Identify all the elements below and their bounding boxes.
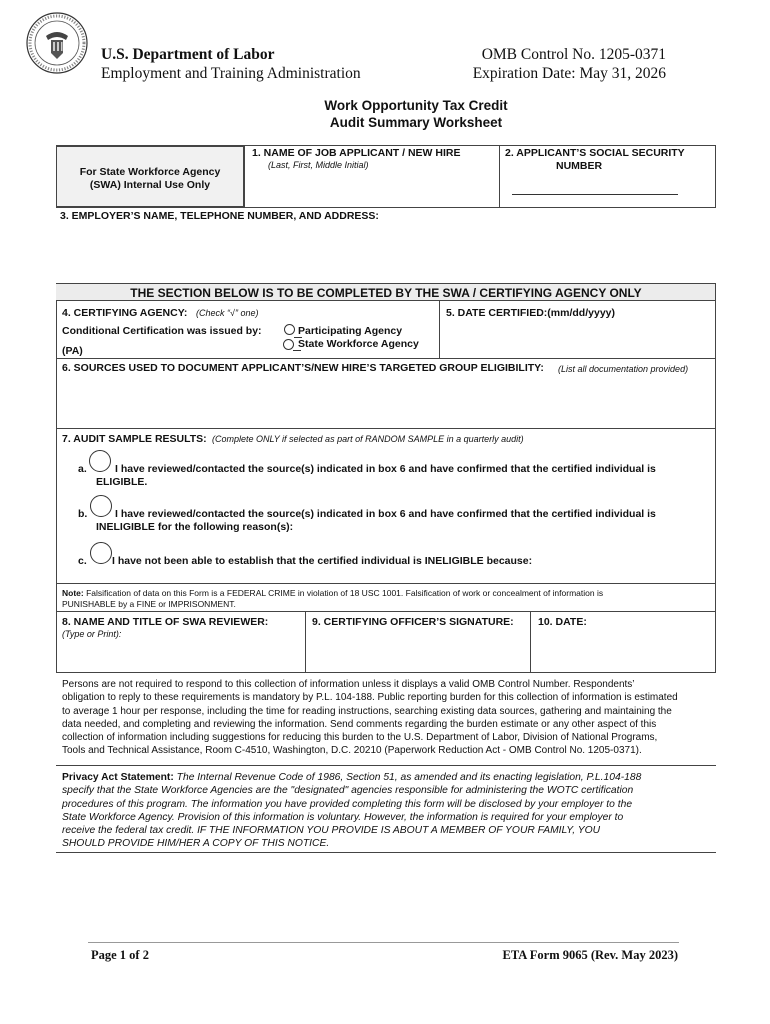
- state-workforce-agency-radio[interactable]: [283, 339, 294, 350]
- option-a-letter: a.: [78, 463, 87, 475]
- form-title: Work Opportunity Tax Credit: [324, 98, 508, 113]
- option-a-text-1: I have reviewed/contacted the source(s) indicated in box 6 and have confirmed that the certified individual is: [115, 463, 656, 475]
- box1-hint: (Last, First, Middle Initial): [268, 160, 369, 170]
- agency-name: Employment and Training Administration: [101, 65, 361, 82]
- privacy-line: specify that the State Workforce Agencies are the "designated" agencies responsible for administering the WOTC certification: [62, 785, 634, 797]
- reviewer-name-field[interactable]: [58, 641, 303, 670]
- burden-line: collection of information including suggestions for reducing this burden to the U.S. Department of Labor, Division of National Programs,: [62, 732, 658, 744]
- footer-rule: [88, 942, 679, 943]
- dol-seal-logo: [26, 12, 88, 74]
- box6-hint: (List all documentation provided): [558, 364, 689, 374]
- option-c-radio[interactable]: [90, 542, 112, 564]
- conditional-cert-label: Conditional Certification was issued by:: [62, 325, 262, 337]
- burden-line: obligation to reply to these requirements is mandatory by P.L. 104-188. Public reporting burden for this collection of information is estimated: [62, 692, 678, 704]
- note-text-2: PUNISHABLE by a FINE or IMPRISONMENT.: [62, 599, 236, 609]
- privacy-line: Privacy Act Statement: The Internal Revenue Code of 1986, Section 51, as amended and its enacting legislation, P.L.104-188: [62, 772, 642, 783]
- option-b-text-2: INELIGIBLE for the following reason(s):: [96, 521, 294, 533]
- ssn-underline: [512, 194, 678, 195]
- box8-hint: (Type or Print):: [62, 629, 122, 639]
- box7-label: 7. AUDIT SAMPLE RESULTS:: [62, 433, 207, 445]
- officer-signature-field[interactable]: [308, 630, 528, 670]
- option-b-radio[interactable]: [90, 495, 112, 517]
- box6-label: 6. SOURCES USED TO DOCUMENT APPLICANT’S/NEW HIRE’S TARGETED GROUP ELIGIBILITY:: [62, 362, 544, 374]
- box7-hint: (Complete ONLY if selected as part of RANDOM SAMPLE in a quarterly audit): [212, 434, 524, 444]
- page-number: Page 1 of 2: [91, 948, 149, 962]
- department-name: U.S. Department of Labor: [101, 46, 275, 63]
- option-a-radio[interactable]: [89, 450, 111, 472]
- section-banner-text: THE SECTION BELOW IS TO BE COMPLETED BY THE SWA / CERTIFYING AGENCY ONLY: [130, 286, 642, 300]
- burden-line: Persons are not required to respond to this collection of information unless it displays a valid OMB Control Number. Respondents’: [62, 679, 635, 690]
- burden-line: to average 1 hour per response, including the time for reading instructions, searching existing data sources, gathering and maintaining the: [62, 705, 672, 717]
- date-field[interactable]: [533, 630, 713, 670]
- swa-internal-label-2: (SWA) Internal Use Only: [89, 179, 211, 191]
- expiration-date: Expiration Date: May 31, 2026: [472, 65, 666, 82]
- sources-field[interactable]: [58, 377, 713, 427]
- burden-line: data needed, and completing and reviewing the information. Send comments regarding the burden estimate or any other aspect of this: [62, 718, 657, 730]
- box4-label: 4. CERTIFYING AGENCY:: [62, 307, 188, 319]
- box10-label: 10. DATE:: [538, 616, 587, 628]
- privacy-line: SHOULD PROVIDE HIM/HER A COPY OF THIS NOTICE.: [62, 838, 330, 850]
- option-b-text-1: I have reviewed/contacted the source(s) indicated in box 6 and have confirmed that the certified individual is: [115, 508, 656, 520]
- privacy-line: State Workforce Agency. Provision of this information is voluntary. However, the information is required for your employer to: [62, 811, 624, 823]
- ssn-field[interactable]: [512, 176, 678, 194]
- pa-label: (PA): [62, 345, 83, 357]
- privacy-line: procedures of this program. The information you have provided completing this form will be disclosed by your employer to the: [62, 798, 633, 810]
- burden-line: Tools and Technical Assistance, Room C-4510, Washington, D.C. 20210 (Paperwork Reduction Act - OMB Control No. 1205-0371).: [62, 745, 642, 757]
- note-text-1: Note: Falsification of data on this Form is a FEDERAL CRIME in violation of 18 USC 1001. Falsification of work or concealment of information is: [62, 588, 604, 598]
- box2-label-2: NUMBER: [556, 160, 603, 172]
- box4-hint: (Check “√” one): [196, 308, 259, 318]
- state-workforce-agency-label: State Workforce Agency: [298, 338, 419, 350]
- option-b-letter: b.: [78, 508, 88, 520]
- participating-agency-radio[interactable]: [284, 324, 295, 335]
- privacy-act-statement: [62, 771, 641, 851]
- box1-label: 1. NAME OF JOB APPLICANT / NEW HIRE: [252, 147, 461, 159]
- box8-label: 8. NAME AND TITLE OF SWA REVIEWER:: [62, 616, 269, 628]
- option-c-text: I have not been able to establish that the certified individual is INELIGIBLE because:: [112, 555, 533, 567]
- form-subtitle: Audit Summary Worksheet: [329, 115, 503, 130]
- box2-label-1: 2. APPLICANT’S SOCIAL SECURITY: [505, 147, 685, 159]
- omb-control-number: OMB Control No. 1205-0371: [481, 46, 666, 63]
- box9-label: 9. CERTIFYING OFFICER’S SIGNATURE:: [312, 616, 514, 628]
- burden-statement: [62, 678, 678, 758]
- box5-label: 5. DATE CERTIFIED:(mm/dd/yyyy): [446, 307, 615, 319]
- option-c-letter: c.: [78, 555, 87, 567]
- swa-internal-label-1: For State Workforce Agency: [79, 166, 221, 178]
- employer-info-field[interactable]: [57, 224, 713, 282]
- participating-agency-label: Participating Agency: [298, 325, 403, 337]
- option-a-text-2: ELIGIBLE.: [96, 476, 148, 488]
- privacy-line: receive the federal tax credit. IF THE INFORMATION YOU PROVIDE IS ABOUT A MEMBER OF YOUR FAMILY, YOU: [62, 825, 601, 837]
- box3-label: 3. EMPLOYER’S NAME, TELEPHONE NUMBER, AND ADDRESS:: [60, 210, 379, 222]
- form-number: ETA Form 9065 (Rev. May 2023): [502, 948, 678, 962]
- date-certified-field[interactable]: [442, 322, 713, 356]
- applicant-name-field[interactable]: [246, 172, 497, 205]
